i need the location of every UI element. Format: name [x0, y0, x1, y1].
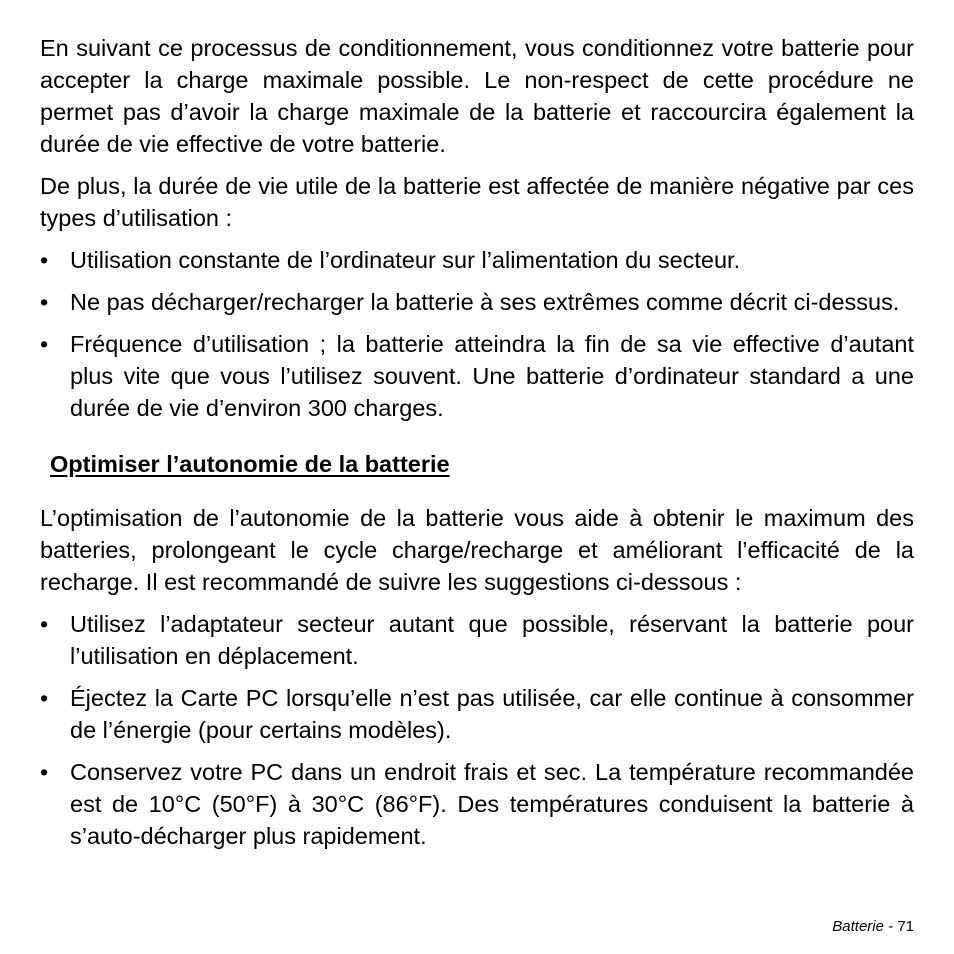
list-item-text: Ne pas décharger/recharger la batterie à ses extrêmes comme décrit ci-dessus. — [70, 289, 900, 315]
bullet-icon: • — [40, 611, 49, 637]
bullet-icon: • — [40, 331, 49, 357]
optimization-tips-list — [40, 608, 914, 852]
list-item-text: Utilisation constante de l’ordinateur sur l’alimentation du secteur. — [70, 247, 741, 273]
bullet-icon: • — [40, 759, 49, 785]
list-item-text: Éjectez la Carte PC lorsqu’elle n’est pas utilisée, car elle continue à consommer de l’énergie (pour certains modèles). — [70, 685, 914, 743]
section-heading: Optimiser l’autonomie de la batterie — [50, 451, 450, 477]
list-item-text: Utilisez l’adaptateur secteur autant que possible, réservant la batterie pour l’utilisation en déplacement. — [70, 611, 914, 669]
list-item — [40, 682, 914, 746]
list-item-text: Fréquence d’utilisation ; la batterie atteindra la fin de sa vie effective d’autant plus vite que vous l’utilisez souvent. Une batterie d’ordinateur standard a une durée de vie d’environ 300 charges. — [70, 331, 914, 421]
intro-paragraph-1: En suivant ce processus de conditionnement, vous conditionnez votre batterie pour accepter la charge maximale possible. Le non-respect de cette procédure ne permet pas d’avoir la charge maximale de la batterie et raccourcira également la durée de vie effective de votre batterie. — [40, 35, 914, 157]
list-item — [40, 244, 914, 276]
list-item-text: Conservez votre PC dans un endroit frais et sec. La température recommandée est de 10°C (50°F) à 30°C (86°F). Des températures conduisent la batterie à s’auto-décharger plus rapidement. — [70, 759, 914, 849]
bullet-icon: • — [40, 247, 49, 273]
bullet-icon: • — [40, 289, 49, 315]
bullet-icon: • — [40, 685, 49, 711]
list-item — [40, 756, 914, 852]
page-number: 71 — [897, 918, 914, 935]
footer-section-label: Batterie - — [832, 918, 894, 935]
page-footer — [832, 918, 914, 935]
list-item — [40, 608, 914, 672]
list-item — [40, 286, 914, 318]
usage-factors-list — [40, 244, 914, 424]
document-page — [40, 32, 914, 862]
section-paragraph: L’optimisation de l’autonomie de la batterie vous aide à obtenir le maximum des batteries, prolongeant le cycle charge/recharge et améliorant l’efficacité de la recharge. Il est recommandé de suivre les suggestions ci-dessous : — [40, 505, 914, 595]
intro-paragraph-2: De plus, la durée de vie utile de la batterie est affectée de manière négative par ces types d’utilisation : — [40, 173, 914, 231]
list-item — [40, 328, 914, 424]
